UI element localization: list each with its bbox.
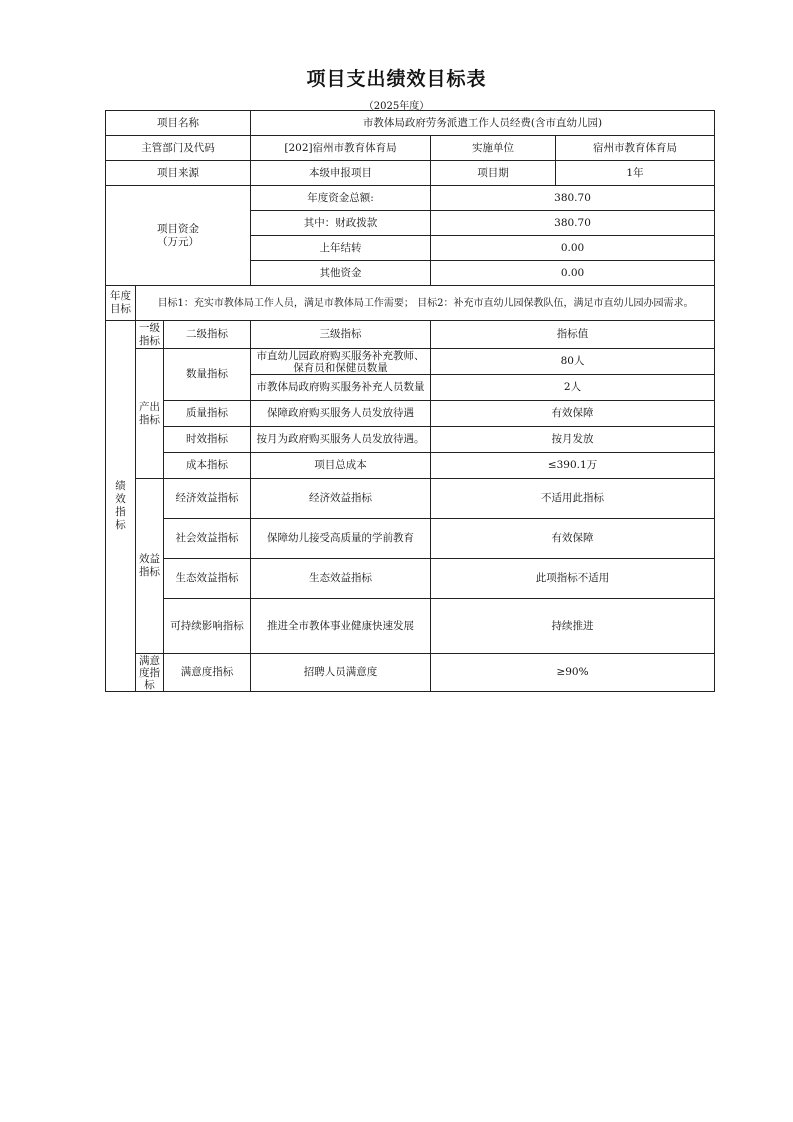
funds-annual-label: 年度资金总额:	[251, 186, 431, 211]
quantity-value-2: 2人	[431, 375, 715, 401]
funds-fiscal-label: 其中：财政拨款	[251, 211, 431, 236]
row-quantity-1	[106, 349, 715, 375]
row-sustain	[106, 599, 715, 654]
indicators-group-label	[106, 321, 136, 692]
year-note: （2025年度）	[363, 101, 430, 112]
performance-table	[105, 110, 715, 692]
source-value: 本级申报项目	[251, 161, 431, 186]
funds-label	[106, 186, 251, 286]
row-timeliness	[106, 427, 715, 453]
satisfaction-label-line1: 满意	[139, 654, 160, 667]
page-title: 项目支出绩效目标表	[306, 68, 487, 90]
quantity-item-1-line2: 保育员和保健员数量	[293, 361, 388, 374]
row-satisfaction	[106, 654, 715, 692]
project-name-label: 项目名称	[106, 111, 251, 136]
benefit-label	[136, 479, 164, 654]
period-label: 项目期	[431, 161, 556, 186]
source-label: 项目来源	[106, 161, 251, 186]
indicators-group-char-2: 效	[115, 493, 126, 505]
indicators-group-char-4: 标	[115, 519, 126, 531]
funds-label-line1: 项目资金	[157, 222, 199, 235]
timeliness-label: 时效指标	[164, 427, 251, 453]
row-source	[106, 161, 715, 186]
sustain-label: 可持续影响指标	[164, 599, 251, 654]
department-label: 主管部门及代码	[106, 136, 251, 161]
header-level3: 三级指标	[251, 321, 431, 349]
benefit-label-line1: 效益	[139, 553, 160, 565]
row-economic	[106, 479, 715, 519]
row-indicator-header	[106, 321, 715, 349]
quantity-value-1: 80人	[431, 349, 715, 375]
timeliness-value: 按月发放	[431, 427, 715, 453]
output-label-line1: 产出	[139, 400, 160, 413]
output-label-line2: 指标	[139, 413, 160, 426]
funds-carryover-value: 0.00	[431, 236, 715, 261]
period-value: 1年	[556, 161, 715, 186]
funds-other-value: 0.00	[431, 261, 715, 286]
satisfaction-level2: 满意度指标	[164, 654, 251, 692]
header-level1	[136, 321, 164, 349]
quantity-item-1	[251, 349, 431, 375]
row-quality	[106, 401, 715, 427]
social-item: 保障幼儿接受高质量的学前教育	[251, 519, 431, 559]
ecological-value: 此项指标不适用	[431, 559, 715, 599]
quantity-item-2: 市教体局政府购买服务补充人员数量	[251, 375, 431, 401]
department-value: [202]宿州市教育体育局	[251, 136, 431, 161]
project-name-value: 市教体局政府劳务派遣工作人员经费(含市直幼儿园)	[251, 111, 715, 136]
annual-goal-text: 目标1：充实市教体局工作人员，满足市教体局工作需要； 目标2：补充市直幼儿园保教队伍，满足市直幼儿园办园需求。	[136, 286, 715, 321]
funds-other-label: 其他资金	[251, 261, 431, 286]
economic-item: 经济效益指标	[251, 479, 431, 519]
output-label	[136, 349, 164, 479]
ecological-label: 生态效益指标	[164, 559, 251, 599]
satisfaction-label-line3: 标	[144, 678, 155, 691]
funds-fiscal-value: 380.70	[431, 211, 715, 236]
header-value: 指标值	[431, 321, 715, 349]
timeliness-item: 按月为政府购买服务人员发放待遇。	[251, 427, 431, 453]
quality-item: 保障政府购买服务人员发放待遇	[251, 401, 431, 427]
economic-value: 不适用此指标	[431, 479, 715, 519]
quality-value: 有效保障	[431, 401, 715, 427]
economic-label: 经济效益指标	[164, 479, 251, 519]
sustain-item: 推进全市教体事业健康快速发展	[251, 599, 431, 654]
ecological-item: 生态效益指标	[251, 559, 431, 599]
sustain-value: 持续推进	[431, 599, 715, 654]
quantity-item-1-line1: 市直幼儿园政府购买服务补充教师、	[256, 349, 425, 362]
funds-annual-value: 380.70	[431, 186, 715, 211]
annual-goal-label	[106, 286, 136, 321]
row-project-name	[106, 111, 715, 136]
impl-unit-value: 宿州市教育体育局	[556, 136, 715, 161]
annual-goal-label-line1: 年度	[110, 290, 131, 302]
row-department	[106, 136, 715, 161]
social-value: 有效保障	[431, 519, 715, 559]
row-annual-goal	[106, 286, 715, 321]
row-cost	[106, 453, 715, 479]
header-level1-line1: 一级	[139, 321, 160, 334]
satisfaction-label-line2: 度指	[139, 666, 160, 679]
annual-goal-label-line2: 目标	[110, 303, 131, 315]
satisfaction-item: 招聘人员满意度	[251, 654, 431, 692]
header-level1-line2: 指标	[139, 334, 160, 347]
cost-label: 成本指标	[164, 453, 251, 479]
funds-label-line2: （万元）	[157, 235, 199, 248]
funds-carryover-label: 上年结转	[251, 236, 431, 261]
indicators-group-char-1: 绩	[115, 480, 126, 492]
cost-value: ≤390.1万	[431, 453, 715, 479]
header-level2: 二级指标	[164, 321, 251, 349]
row-social	[106, 519, 715, 559]
social-label: 社会效益指标	[164, 519, 251, 559]
indicators-group-char-3: 指	[115, 506, 126, 518]
quantity-label: 数量指标	[164, 349, 251, 401]
satisfaction-label	[136, 654, 164, 692]
row-funds-annual	[106, 186, 715, 211]
cost-item: 项目总成本	[251, 453, 431, 479]
benefit-label-line2: 指标	[139, 566, 160, 578]
impl-unit-label: 实施单位	[431, 136, 556, 161]
quality-label: 质量指标	[164, 401, 251, 427]
row-ecological	[106, 559, 715, 599]
satisfaction-value: ≥90%	[431, 654, 715, 692]
